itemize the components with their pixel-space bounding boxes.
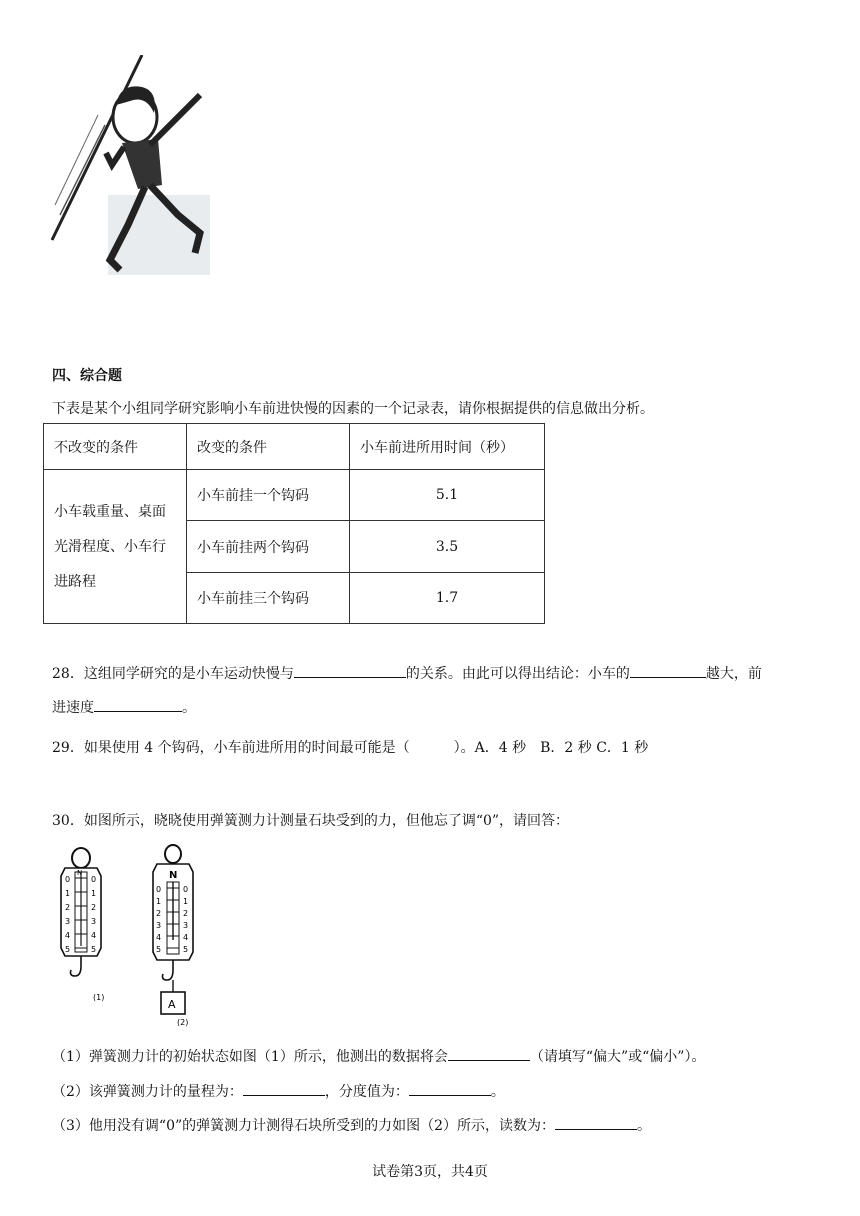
scale1-tick: 0: [65, 875, 71, 884]
scale2-tick: 2: [183, 909, 189, 918]
q28-text: 28．这组同学研究的是小车运动快慢与: [52, 666, 294, 682]
fixed-condition-cell: [44, 470, 187, 624]
changed-condition-cell: 小车前挂三个钩码: [187, 573, 350, 624]
scale2-tick: 0: [156, 885, 162, 894]
scale1-tick: 3: [91, 917, 97, 926]
table-header: 改变的条件: [187, 424, 350, 470]
q28-answer-blank-3[interactable]: [94, 697, 182, 712]
question-30-sub1: [52, 1046, 705, 1066]
spring-scale-figure: [55, 842, 215, 1030]
section-heading: 四、综合题: [52, 368, 122, 384]
question-30-sub3: [52, 1115, 651, 1135]
q28-answer-blank-1[interactable]: [294, 663, 406, 678]
q28-text: 。: [182, 700, 196, 716]
q30-sub1-text: （1）弹簧测力计的初始状态如图（1）所示，他测出的数据将会: [52, 1049, 448, 1065]
q30-sub2-text: （2）该弹簧测力计的量程为：: [52, 1084, 243, 1100]
q30-sub3-answer-blank[interactable]: [555, 1115, 637, 1130]
q29-text: ）。A．4 秒 B．2 秒 C．1 秒: [453, 740, 649, 756]
scale1-tick: 4: [91, 931, 97, 940]
scale2-unit: N: [169, 870, 178, 881]
time-cell: 1.7: [350, 573, 545, 624]
scale2-tick: 4: [183, 933, 189, 942]
q30-sub1-answer-blank[interactable]: [448, 1046, 530, 1061]
changed-condition-cell: 小车前挂两个钩码: [187, 521, 350, 573]
figure-label-2: (2): [177, 1018, 189, 1027]
scale2-tick: 1: [156, 897, 162, 906]
q30-sub1-text: （请填写“偏大”或“偏小”）。: [529, 1049, 706, 1065]
fixed-condition-line: 小车载重量、桌面: [54, 504, 166, 520]
scale2-tick: 4: [156, 933, 162, 942]
table-header-row: [44, 424, 545, 470]
scale2-tick: 3: [183, 921, 189, 930]
q28-text: 进速度: [52, 700, 94, 716]
time-cell: 3.5: [350, 521, 545, 573]
changed-condition-cell: 小车前挂一个钩码: [187, 470, 350, 521]
question-29: [52, 737, 648, 757]
q28-text: 越大，前: [705, 666, 762, 682]
scale2-tick: 3: [156, 921, 162, 930]
question-30: 30．如图所示，晓晓使用弹簧测力计测量石块受到的力，但他忘了调“0”，请回答：: [52, 813, 570, 829]
scale1-tick: 3: [65, 917, 71, 926]
javelin-thrower-image: [50, 55, 212, 275]
spring-scale-1: [61, 848, 104, 1002]
table-header: 不改变的条件: [44, 424, 187, 470]
scale1-tick: 1: [91, 889, 97, 898]
block-label: A: [168, 998, 176, 1011]
q28-answer-blank-2[interactable]: [630, 663, 706, 678]
question-28-line2: [52, 697, 196, 717]
q30-sub3-text: （3）他用没有调“0”的弹簧测力计测得石块所受到的力如图（2）所示，读数为：: [52, 1118, 556, 1134]
table-header: 小车前进所用时间（秒）: [350, 424, 545, 470]
scale1-tick: 1: [65, 889, 71, 898]
scale1-tick: 2: [65, 903, 71, 912]
scale1-tick: 2: [91, 903, 97, 912]
q30-sub2-text: 。: [490, 1084, 505, 1100]
scale2-tick: 0: [183, 885, 189, 894]
fixed-condition-line: 进路程: [54, 574, 96, 590]
spring-scale-2: [153, 845, 193, 1027]
figure-label-1: (1): [93, 993, 105, 1002]
q30-sub2-division-blank[interactable]: [409, 1081, 491, 1096]
scale1-tick: 5: [91, 945, 97, 954]
q30-sub3-text: 。: [637, 1118, 652, 1134]
fixed-condition-line: 光滑程度、小车行: [54, 539, 166, 555]
scale2-tick: 5: [156, 945, 162, 954]
scale1-tick: 4: [65, 931, 71, 940]
question-28-line1: [52, 663, 762, 683]
scale2-tick: 5: [183, 945, 189, 954]
q28-text: 的关系。由此可以得出结论：小车的: [405, 666, 630, 682]
page-footer: 试卷第3页，共4页: [372, 1164, 488, 1180]
q30-sub2-text: ，分度值为：: [324, 1084, 409, 1100]
table-row: [44, 470, 545, 521]
question-30-sub2: [52, 1081, 505, 1101]
q30-sub2-range-blank[interactable]: [243, 1081, 325, 1096]
intro-text: 下表是某个小组同学研究影响小车前进快慢的因素的一个记录表，请你根据提供的信息做出分析。: [52, 401, 654, 417]
record-table: [43, 423, 545, 624]
time-cell: 5.1: [350, 470, 545, 521]
scale2-tick: 1: [183, 897, 189, 906]
scale1-unit: N: [77, 869, 83, 877]
q29-text: 29．如果使用 4 个钩码，小车前进所用的时间最可能是（: [52, 740, 410, 756]
scale2-tick: 2: [156, 909, 162, 918]
scale1-tick: 5: [65, 945, 71, 954]
scale1-tick: 0: [91, 875, 97, 884]
